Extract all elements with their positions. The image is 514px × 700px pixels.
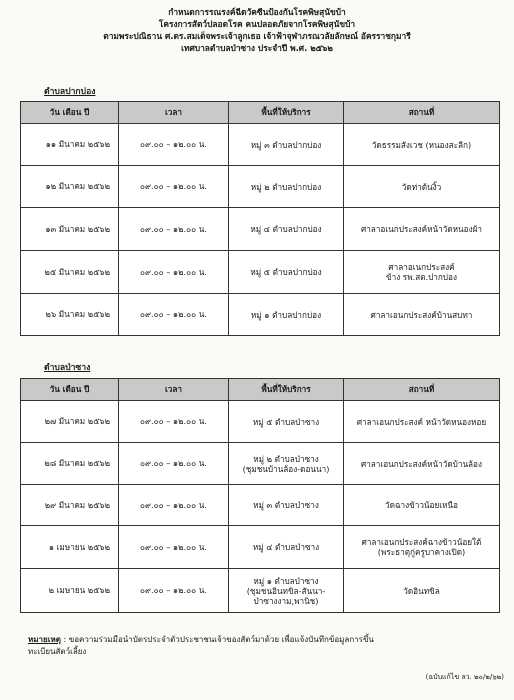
place-cell (344, 251, 500, 294)
table-row (21, 526, 500, 569)
area-cell-line: หมู่ ๕ ตำบลป่าซาง (252, 416, 320, 427)
area-cell-line: หมู่ ๑ ตำบลป่าซาง (253, 575, 319, 586)
note-text: : ขอความร่วมมือนำบัตรประจำตัวประชาชนเจ้าของสัตว์มาด้วย เพื่อแจ้งบันทึกข้อมูลการขึ้น (60, 635, 374, 644)
table-row (21, 208, 500, 251)
date-cell: ๑๒ มีนาคม ๒๕๖๒ (21, 166, 119, 208)
area-cell (229, 294, 344, 336)
column-header-date: วัน เดือน ปี (21, 102, 119, 124)
column-header-date: วัน เดือน ปี (21, 379, 119, 401)
revision-note: (ฉบับแก้ไข ลว. ๒๐/๒/๖๒) (425, 673, 504, 681)
place-cell-line: ศาลาเอนกประสงค์ฉางข้าวน้อยใต้ (361, 537, 482, 547)
place-cell (344, 208, 500, 251)
place-cell (344, 166, 500, 208)
place-cell (344, 526, 500, 569)
area-cell (229, 401, 344, 443)
time-cell: ๐๙.๐๐ – ๑๒.๐๐ น. (119, 294, 229, 336)
place-cell-line: วัดธรรมสังเวช (หนองสะลีก) (371, 139, 472, 150)
table-row (21, 401, 500, 443)
time-cell: ๐๙.๐๐ – ๑๒.๐๐ น. (119, 485, 229, 526)
area-cell-line: หมู่ ๓ ตำบลป่าซาง (253, 500, 319, 510)
document-header (0, 6, 514, 54)
place-cell-line: ศาลาเอนกประสงค์บ้านสบทา (370, 309, 473, 320)
area-cell (229, 124, 344, 166)
area-cell (229, 526, 344, 569)
header-municipality: เทศบาลตำบลป่าซาง ประจำปี พ.ศ. ๒๕๖๒ (181, 43, 333, 53)
schedule-table-pasang (20, 378, 500, 613)
time-cell: ๐๙.๐๐ – ๑๒.๐๐ น. (119, 251, 229, 294)
area-cell-line: ป่าซางงาม,พานิช) (253, 595, 319, 606)
place-cell (344, 485, 500, 526)
header-title: กำหนดการรณรงค์ฉีดวัคซีนป้องกันโรคพิษสุนัขบ้า (168, 7, 346, 17)
place-cell-line: วัดฉางข้าวน้อยเหนือ (385, 500, 458, 510)
area-cell (229, 208, 344, 251)
table-row (21, 443, 500, 485)
area-cell (229, 569, 344, 613)
place-cell-line: ศาลาอเนกประสงค์หน้าวัดหนองผ้า (361, 224, 482, 234)
place-cell (344, 124, 500, 166)
time-cell: ๐๙.๐๐ – ๑๒.๐๐ น. (119, 526, 229, 569)
date-cell: ๒๖ มีนาคม ๒๕๖๒ (21, 294, 119, 336)
time-cell: ๐๙.๐๐ – ๑๒.๐๐ น. (119, 208, 229, 251)
table-row (21, 569, 500, 613)
date-cell: ๒๘ มีนาคม ๒๕๖๒ (21, 443, 119, 485)
table-header-row (21, 102, 500, 124)
area-cell-line: หมู่ ๒ ตำบลป่าซาง (253, 453, 319, 464)
date-cell: ๒๙ มีนาคม ๒๕๖๒ (21, 485, 119, 526)
date-cell: ๑๑ มีนาคม ๒๕๖๒ (21, 124, 119, 166)
area-cell (229, 166, 344, 208)
table-row (21, 124, 500, 166)
place-cell-line: ศาลาอเนกประสงค์ (388, 262, 455, 272)
time-cell: ๐๙.๐๐ – ๑๒.๐๐ น. (119, 166, 229, 208)
table-row (21, 485, 500, 526)
place-cell-line: ศาลาเอนกประสงค์หน้าวัดบ้านล้อง (361, 458, 482, 469)
area-cell-line: หมู่ ๓ ตำบลปากบ่อง (250, 139, 322, 150)
date-cell: ๑๓ มีนาคม ๒๕๖๒ (21, 208, 119, 251)
area-cell-line: (ชุมชนอินทขิล-สันนา- (246, 585, 326, 596)
column-header-place: สถานที่ (344, 102, 500, 124)
place-cell (344, 443, 500, 485)
area-cell-line: หมู่ ๔ ตำบลปากบ่อง (250, 224, 322, 234)
place-cell-line: วัดอินทขิล (403, 585, 440, 596)
area-cell-line: หมู่ ๔ ตำบลป่าซาง (252, 542, 320, 552)
place-cell-line: ข้าง รพ.สต.ปากบ่อง (386, 272, 457, 282)
area-cell (229, 443, 344, 485)
place-cell-line: วัดท่าต้นงิ้ว (401, 181, 442, 192)
area-cell-line: หมู่ ๒ ตำบลปากบ่อง (250, 181, 322, 192)
note (28, 634, 374, 658)
time-cell: ๐๙.๐๐ – ๑๒.๐๐ น. (119, 443, 229, 485)
area-cell-line: หมู่ ๑ ตำบลปากบ่อง (250, 309, 322, 320)
time-cell: ๐๙.๐๐ – ๑๒.๐๐ น. (119, 401, 229, 443)
note-label: หมายเหตุ (28, 635, 61, 644)
area-cell-line: (ชุมชนบ้านล้อง-ดอนนา) (242, 463, 330, 474)
column-header-time: เวลา (119, 102, 229, 124)
section-label-pakbong: ตำบลปากบ่อง (44, 87, 96, 97)
header-project: โครงการสัตว์ปลอดโรค คนปลอดภัยจากโรคพิษสุนัขบ้า (158, 19, 356, 29)
place-cell (344, 294, 500, 336)
table-header-row (21, 379, 500, 401)
place-cell-line: (พระธาตุกู่ครูบาคางเปิด) (377, 547, 466, 557)
date-cell: ๒๕ มีนาคม ๒๕๖๒ (21, 251, 119, 294)
header-dedication: ตามพระปณิธาน ศ.ดร.สมเด็จพระเจ้าลูกเธอ เจ้าฟ้าจุฬาภรณวลัยลักษณ์ อัครราชกุมารี (103, 31, 411, 41)
column-header-area: พื้นที่ให้บริการ (229, 379, 344, 401)
note-text-continued: ทะเบียนสัตว์เลี้ยง (28, 647, 87, 656)
date-cell: ๒ เมษายน ๒๕๖๒ (21, 569, 119, 613)
column-header-area: พื้นที่ให้บริการ (229, 102, 344, 124)
time-cell: ๐๙.๐๐ – ๑๒.๐๐ น. (119, 124, 229, 166)
date-cell: ๑ เมษายน ๒๕๖๒ (21, 526, 119, 569)
time-cell: ๐๙.๐๐ – ๑๒.๐๐ น. (119, 569, 229, 613)
table-row (21, 294, 500, 336)
area-cell (229, 485, 344, 526)
area-cell-line: หมู่ ๕ ตำบลปากบ่อง (250, 267, 322, 277)
date-cell: ๒๗ มีนาคม ๒๕๖๒ (21, 401, 119, 443)
area-cell (229, 251, 344, 294)
place-cell-line: ศาลาเอนกประสงค์ หน้าวัดหนองหอย (356, 416, 487, 427)
place-cell (344, 569, 500, 613)
column-header-time: เวลา (119, 379, 229, 401)
section-label-pasang: ตำบลป่าซาง (44, 363, 91, 373)
table-row (21, 166, 500, 208)
schedule-table-pakbong (20, 101, 500, 336)
place-cell (344, 401, 500, 443)
table-row (21, 251, 500, 294)
column-header-place: สถานที่ (344, 379, 500, 401)
